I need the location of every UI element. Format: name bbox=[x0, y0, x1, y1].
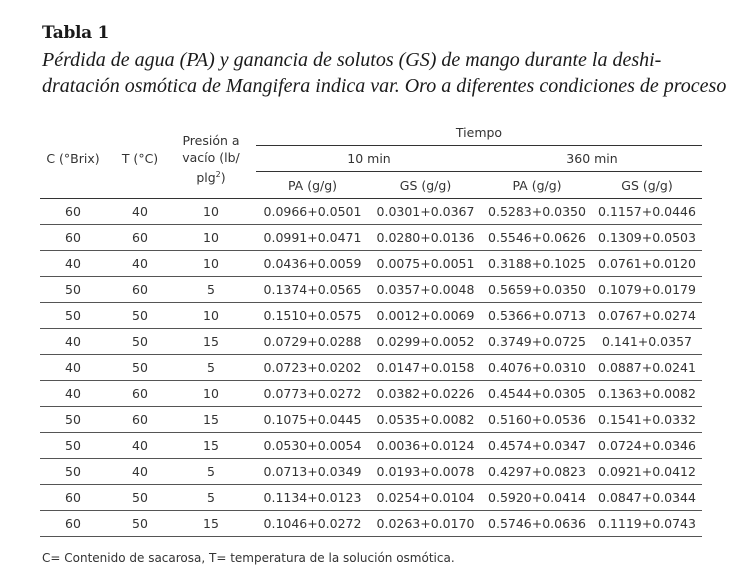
cell-pa10: 0.0530+0.0054 bbox=[256, 433, 369, 459]
header-360-min: 360 min bbox=[482, 146, 702, 172]
cell-c: 60 bbox=[40, 485, 106, 511]
table-row bbox=[40, 225, 702, 251]
cell-gs10: 0.0301+0.0367 bbox=[369, 199, 482, 225]
header-pressure-line-2: vacío (lb/ bbox=[182, 149, 240, 165]
cell-pa360: 0.5283+0.0350 bbox=[482, 199, 592, 225]
table-caption bbox=[42, 22, 732, 99]
cell-pa360: 0.5920+0.0414 bbox=[482, 485, 592, 511]
cell-c: 60 bbox=[40, 225, 106, 251]
cell-t: 60 bbox=[106, 277, 174, 303]
header-tiempo: Tiempo bbox=[256, 119, 702, 146]
cell-c: 50 bbox=[40, 407, 106, 433]
table-footnote: C= Contenido de sacarosa, T= temperatura de la solución osmótica. bbox=[42, 551, 455, 565]
cell-p: 15 bbox=[174, 329, 248, 355]
cell-c: 40 bbox=[40, 251, 106, 277]
cell-gs10: 0.0280+0.0136 bbox=[369, 225, 482, 251]
header-gap bbox=[248, 119, 256, 199]
header-pressure-line-1: Presión a bbox=[182, 132, 240, 148]
cell-c: 50 bbox=[40, 303, 106, 329]
table-row bbox=[40, 459, 702, 485]
cell-pa10: 0.1075+0.0445 bbox=[256, 407, 369, 433]
cell-pa360: 0.3749+0.0725 bbox=[482, 329, 592, 355]
table-label: Tabla 1 bbox=[42, 23, 110, 43]
cell-gs10: 0.0263+0.0170 bbox=[369, 511, 482, 537]
table-row bbox=[40, 199, 702, 225]
cell-gap bbox=[248, 251, 256, 277]
cell-pa10: 0.0991+0.0471 bbox=[256, 225, 369, 251]
cell-pa360: 0.5546+0.0626 bbox=[482, 225, 592, 251]
cell-pa10: 0.0713+0.0349 bbox=[256, 459, 369, 485]
cell-t: 50 bbox=[106, 485, 174, 511]
cell-t: 50 bbox=[106, 329, 174, 355]
cell-p: 10 bbox=[174, 303, 248, 329]
cell-t: 50 bbox=[106, 303, 174, 329]
cell-gap bbox=[248, 433, 256, 459]
cell-p: 10 bbox=[174, 225, 248, 251]
table-row bbox=[40, 511, 702, 537]
cell-gs360: 0.1309+0.0503 bbox=[592, 225, 702, 251]
header-pressure bbox=[174, 119, 248, 199]
header-c-brix: C (°Brix) bbox=[40, 119, 106, 199]
table-row bbox=[40, 329, 702, 355]
cell-pa360: 0.4544+0.0305 bbox=[482, 381, 592, 407]
cell-gs360: 0.1541+0.0332 bbox=[592, 407, 702, 433]
header-gs-360: GS (g/g) bbox=[592, 172, 702, 199]
cell-gap bbox=[248, 511, 256, 537]
cell-c: 60 bbox=[40, 511, 106, 537]
table-row bbox=[40, 251, 702, 277]
cell-gs360: 0.1119+0.0743 bbox=[592, 511, 702, 537]
cell-p: 5 bbox=[174, 355, 248, 381]
cell-c: 50 bbox=[40, 459, 106, 485]
table-row bbox=[40, 277, 702, 303]
cell-gs360: 0.1157+0.0446 bbox=[592, 199, 702, 225]
table-row bbox=[40, 433, 702, 459]
cell-c: 40 bbox=[40, 381, 106, 407]
cell-gs10: 0.0147+0.0158 bbox=[369, 355, 482, 381]
cell-gap bbox=[248, 485, 256, 511]
cell-pa10: 0.0773+0.0272 bbox=[256, 381, 369, 407]
cell-pa360: 0.4574+0.0347 bbox=[482, 433, 592, 459]
cell-p: 10 bbox=[174, 251, 248, 277]
cell-pa360: 0.4297+0.0823 bbox=[482, 459, 592, 485]
cell-t: 40 bbox=[106, 199, 174, 225]
cell-c: 40 bbox=[40, 329, 106, 355]
cell-gs360: 0.0847+0.0344 bbox=[592, 485, 702, 511]
cell-pa10: 0.0436+0.0059 bbox=[256, 251, 369, 277]
header-temperature: T (°C) bbox=[106, 119, 174, 199]
cell-t: 60 bbox=[106, 407, 174, 433]
cell-gap bbox=[248, 407, 256, 433]
cell-gs360: 0.1363+0.0082 bbox=[592, 381, 702, 407]
table-title bbox=[42, 47, 732, 99]
cell-pa360: 0.3188+0.1025 bbox=[482, 251, 592, 277]
cell-gs10: 0.0357+0.0048 bbox=[369, 277, 482, 303]
cell-gap bbox=[248, 355, 256, 381]
cell-t: 60 bbox=[106, 381, 174, 407]
cell-p: 5 bbox=[174, 459, 248, 485]
cell-gs10: 0.0382+0.0226 bbox=[369, 381, 482, 407]
cell-pa360: 0.5659+0.0350 bbox=[482, 277, 592, 303]
header-gs-10: GS (g/g) bbox=[369, 172, 482, 199]
table-row bbox=[40, 355, 702, 381]
cell-gs360: 0.141+0.0357 bbox=[592, 329, 702, 355]
table-title-line-2: dratación osmótica de Mangifera indica var. Oro a diferentes condiciones de proceso bbox=[42, 75, 727, 97]
cell-gs10: 0.0299+0.0052 bbox=[369, 329, 482, 355]
cell-pa10: 0.1374+0.0565 bbox=[256, 277, 369, 303]
cell-gap bbox=[248, 277, 256, 303]
cell-gs360: 0.0887+0.0241 bbox=[592, 355, 702, 381]
cell-gap bbox=[248, 303, 256, 329]
cell-pa10: 0.1510+0.0575 bbox=[256, 303, 369, 329]
cell-gs360: 0.0724+0.0346 bbox=[592, 433, 702, 459]
cell-p: 5 bbox=[174, 485, 248, 511]
cell-gs10: 0.0535+0.0082 bbox=[369, 407, 482, 433]
data-table bbox=[40, 119, 702, 537]
cell-t: 40 bbox=[106, 459, 174, 485]
cell-gap bbox=[248, 225, 256, 251]
cell-pa10: 0.1046+0.0272 bbox=[256, 511, 369, 537]
table-row bbox=[40, 485, 702, 511]
cell-gs10: 0.0075+0.0051 bbox=[369, 251, 482, 277]
cell-c: 50 bbox=[40, 433, 106, 459]
cell-gs10: 0.0036+0.0124 bbox=[369, 433, 482, 459]
cell-pa10: 0.0966+0.0501 bbox=[256, 199, 369, 225]
cell-p: 5 bbox=[174, 277, 248, 303]
cell-c: 60 bbox=[40, 199, 106, 225]
header-pressure-superscript: 2 bbox=[215, 169, 221, 179]
cell-p: 15 bbox=[174, 433, 248, 459]
cell-pa10: 0.0729+0.0288 bbox=[256, 329, 369, 355]
cell-c: 40 bbox=[40, 355, 106, 381]
cell-pa10: 0.1134+0.0123 bbox=[256, 485, 369, 511]
cell-t: 50 bbox=[106, 355, 174, 381]
header-10-min: 10 min bbox=[256, 146, 482, 172]
cell-pa360: 0.4076+0.0310 bbox=[482, 355, 592, 381]
cell-gs360: 0.0767+0.0274 bbox=[592, 303, 702, 329]
table-row bbox=[40, 381, 702, 407]
cell-gs10: 0.0254+0.0104 bbox=[369, 485, 482, 511]
cell-pa360: 0.5160+0.0536 bbox=[482, 407, 592, 433]
cell-gap bbox=[248, 381, 256, 407]
table-row bbox=[40, 303, 702, 329]
cell-gap bbox=[248, 329, 256, 355]
table-body bbox=[40, 199, 702, 537]
cell-pa360: 0.5366+0.0713 bbox=[482, 303, 592, 329]
cell-t: 60 bbox=[106, 225, 174, 251]
cell-t: 40 bbox=[106, 433, 174, 459]
header-pressure-line-3: plg bbox=[196, 169, 216, 185]
cell-gs360: 0.1079+0.0179 bbox=[592, 277, 702, 303]
header-pa-10: PA (g/g) bbox=[256, 172, 369, 199]
cell-pa360: 0.5746+0.0636 bbox=[482, 511, 592, 537]
cell-gs10: 0.0012+0.0069 bbox=[369, 303, 482, 329]
header-pa-360: PA (g/g) bbox=[482, 172, 592, 199]
cell-gap bbox=[248, 199, 256, 225]
header-pressure-close: ) bbox=[220, 169, 226, 185]
cell-t: 50 bbox=[106, 511, 174, 537]
table-row bbox=[40, 407, 702, 433]
cell-pa10: 0.0723+0.0202 bbox=[256, 355, 369, 381]
cell-t: 40 bbox=[106, 251, 174, 277]
cell-c: 50 bbox=[40, 277, 106, 303]
cell-p: 10 bbox=[174, 199, 248, 225]
cell-p: 10 bbox=[174, 381, 248, 407]
cell-gs360: 0.0761+0.0120 bbox=[592, 251, 702, 277]
cell-p: 15 bbox=[174, 407, 248, 433]
cell-gap bbox=[248, 459, 256, 485]
cell-gs10: 0.0193+0.0078 bbox=[369, 459, 482, 485]
table-title-line-1: Pérdida de agua (PA) y ganancia de solutos (GS) de mango durante la deshi- bbox=[42, 49, 662, 71]
cell-gs360: 0.0921+0.0412 bbox=[592, 459, 702, 485]
cell-p: 15 bbox=[174, 511, 248, 537]
